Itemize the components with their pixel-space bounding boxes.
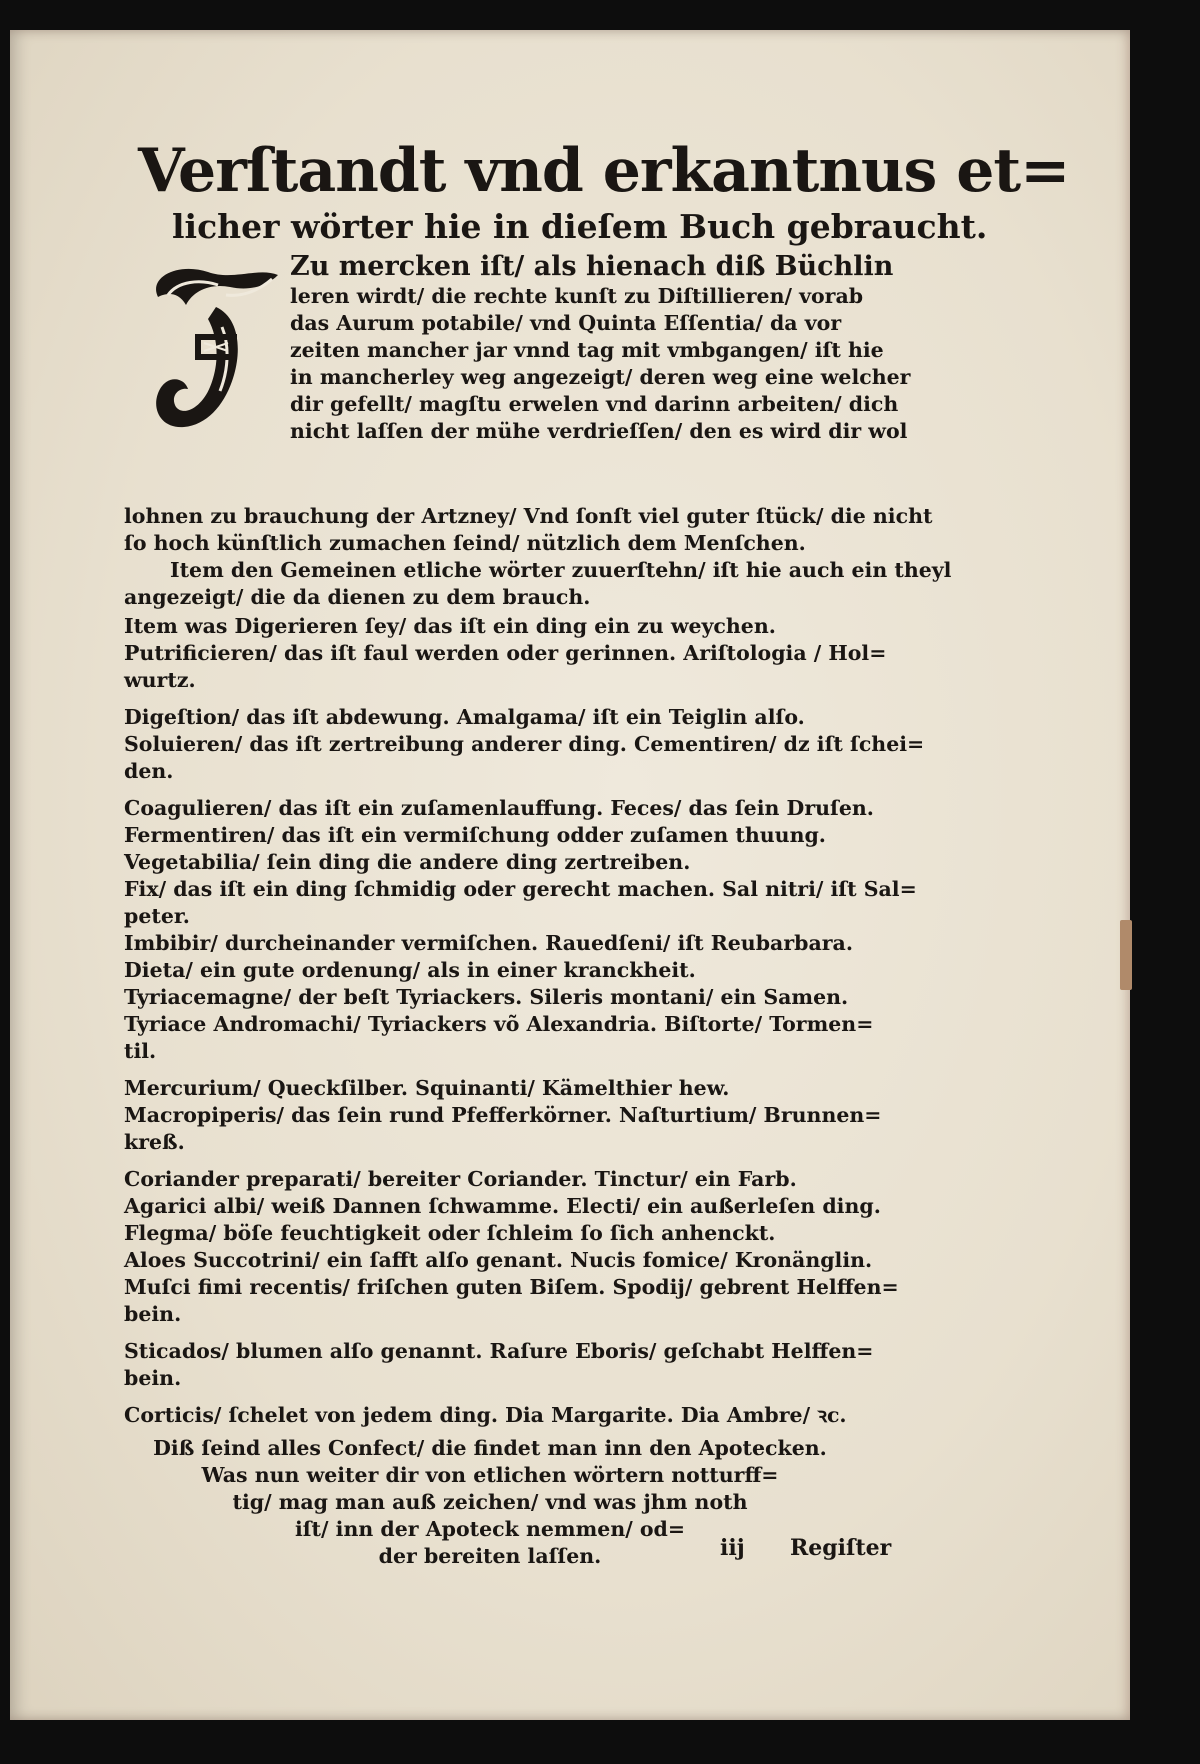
glossary-entry-line: den. (124, 759, 174, 784)
line-gap (124, 1392, 910, 1402)
glossary-entry-line: wurtz. (124, 668, 196, 693)
text-line: ſo hoch künſtlich zumachen ſeind/ nützlich dem Menſchen. (124, 531, 806, 556)
glossary-entry-line: Flegma/ böſe feuchtigkeit oder ſchleim ſo ſich anhenckt. (124, 1221, 776, 1246)
intro-line: dir gefellt/ magſtu erwelen vnd darinn arbeiten/ dich (290, 392, 899, 417)
glossary-entry-line: Tyriace Andromachi/ Tyriackers võ Alexandria. Biſtorte/ Tormen= (124, 1012, 874, 1037)
text-line: lohnen zu brauchung der Artzney/ Vnd ſonſt viel guter ſtück/ die nicht (124, 504, 933, 529)
glossary-entry-line: til. (124, 1039, 157, 1064)
text-line: angezeigt/ die da dienen zu dem brauch. (124, 585, 591, 610)
glossary-entry-line: Fix/ das iſt ein ding ſchmidig oder gerecht machen. Sal nitri/ iſt Sal= (124, 877, 917, 902)
glossary-entry-line: Coriander preparati/ bereiter Coriander. Tinctur/ ein Farb. (124, 1167, 797, 1192)
glossary-entry-line: Aloes Succotrini/ ein ſafft alſo genant. Nucis fomice/ Kronänglin. (124, 1248, 873, 1273)
closing-line: Diß ſeind alles Confect/ die findet man inn den Apotecken. (153, 1436, 827, 1461)
line-gap (124, 1328, 910, 1338)
closing-line: Was nun weiter dir von etlichen wörtern notturff= (201, 1463, 779, 1488)
glossary-entry-line: Tyriacemagne/ der beſt Tyriackers. Sileris montani/ ein Samen. (124, 985, 849, 1010)
closing-line: iſt/ inn der Apoteck nemmen/ od= (294, 1517, 686, 1542)
glossary-entries (124, 613, 925, 1429)
text-line: Item den Gemeinen etliche wörter zuuerſtehn/ iſt hie auch ein theyl (170, 558, 952, 583)
glossary-entry-line: Agarici albi/ weiß Dannen ſchwamme. Electi/ ein außerleſen ding. (124, 1194, 881, 1219)
line-gap (124, 1065, 910, 1075)
decorative-initial-icon (138, 257, 288, 437)
intro-line: das Aurum potabile/ vnd Quinta Eſſentia/ da vor (290, 311, 842, 336)
heading-line-1: Verſtandt vnd erkantnus et= (138, 136, 1070, 206)
closing-line: der bereiten laſſen. (378, 1544, 602, 1569)
glossary-entry-line: Putrificieren/ das iſt faul werden oder gerinnen. Ariſtologia / Hol= (124, 641, 887, 666)
intro-line: Zu mercken iſt/ als hienach diß Büchlin (290, 251, 894, 283)
glossary-entry-line: Vegetabilia/ ſein ding die andere ding zertreiben. (124, 850, 691, 875)
intro-line: in mancherley weg angezeigt/ deren weg eine welcher (290, 365, 911, 390)
glossary-entry-line: Item was Digerieren ſey/ das iſt ein ding ein zu weychen. (124, 614, 776, 639)
glossary-entry-line: bein. (124, 1366, 182, 1391)
intro-lines (290, 251, 911, 445)
glossary-entry-line: peter. (124, 904, 190, 929)
catchword: Regiſter (790, 1535, 892, 1561)
heading-line-2: licher wörter hie in dieſem Buch gebraucht. (172, 207, 988, 246)
glossary-entry-line: kreß. (124, 1130, 185, 1155)
glossary-entry-line: Coagulieren/ das iſt ein zuſamenlauffung. Feces/ das ſein Druſen. (124, 796, 874, 821)
book-page (10, 30, 1130, 1720)
line-gap (124, 1156, 910, 1166)
continuation-paragraph (124, 503, 952, 611)
intro-line: leren wirdt/ die rechte kunſt zu Diſtillieren/ vorab (290, 284, 864, 309)
page-footer (110, 1535, 890, 1575)
intro-line: zeiten mancher jar vnnd tag mit vmbgangen/ iſt hie (290, 338, 884, 363)
closing-line: tig/ mag man auß zeichen/ vnd was jhm noth (232, 1490, 748, 1515)
glossary-entry-line: Fermentiren/ das iſt ein vermiſchung odder zuſamen thuung. (124, 823, 826, 848)
glossary-entry-line: Sticados/ blumen alſo genannt. Raſure Eboris/ geſchabt Helffen= (124, 1339, 874, 1364)
line-gap (124, 785, 910, 795)
page-text-block (110, 100, 1070, 1600)
line-gap (124, 694, 910, 704)
glossary-entry-line: Soluieren/ das iſt zertreibung anderer ding. Cementiren/ dz iſt ſchei= (124, 732, 925, 757)
glossary-entry-line: bein. (124, 1302, 182, 1327)
glossary-entry-line: Muſci fimi recentis/ friſchen guten Biſem. Spodij/ gebrent Helffen= (124, 1275, 899, 1300)
signature-mark: iij (720, 1535, 745, 1561)
intro-paragraph (110, 251, 910, 501)
glossary-entry-line: Mercurium/ Queckſilber. Squinanti/ Kämelthier hew. (124, 1076, 730, 1101)
glossary-entry-line: Corticis/ ſchelet von jedem ding. Dia Margarite. Dia Ambre/ ꝛc. (124, 1403, 847, 1428)
glossary-entry-line: Dieta/ ein gute ordenung/ als in einer kranckheit. (124, 958, 696, 983)
glossary-entry-line: Digeſtion/ das iſt abdewung. Amalgama/ iſt ein Teiglin alſo. (124, 705, 805, 730)
page-tab-marker (1120, 920, 1132, 990)
glossary-entry-line: Imbibir/ durcheinander vermiſchen. Rauedſeni/ iſt Reubarbara. (124, 931, 853, 956)
glossary-entry-line: Macropiperis/ das ſein rund Pfefferkörner. Naſturtium/ Brunnen= (124, 1103, 882, 1128)
intro-line: nicht laſſen der mühe verdrieſſen/ den es wird dir wol (290, 419, 908, 444)
